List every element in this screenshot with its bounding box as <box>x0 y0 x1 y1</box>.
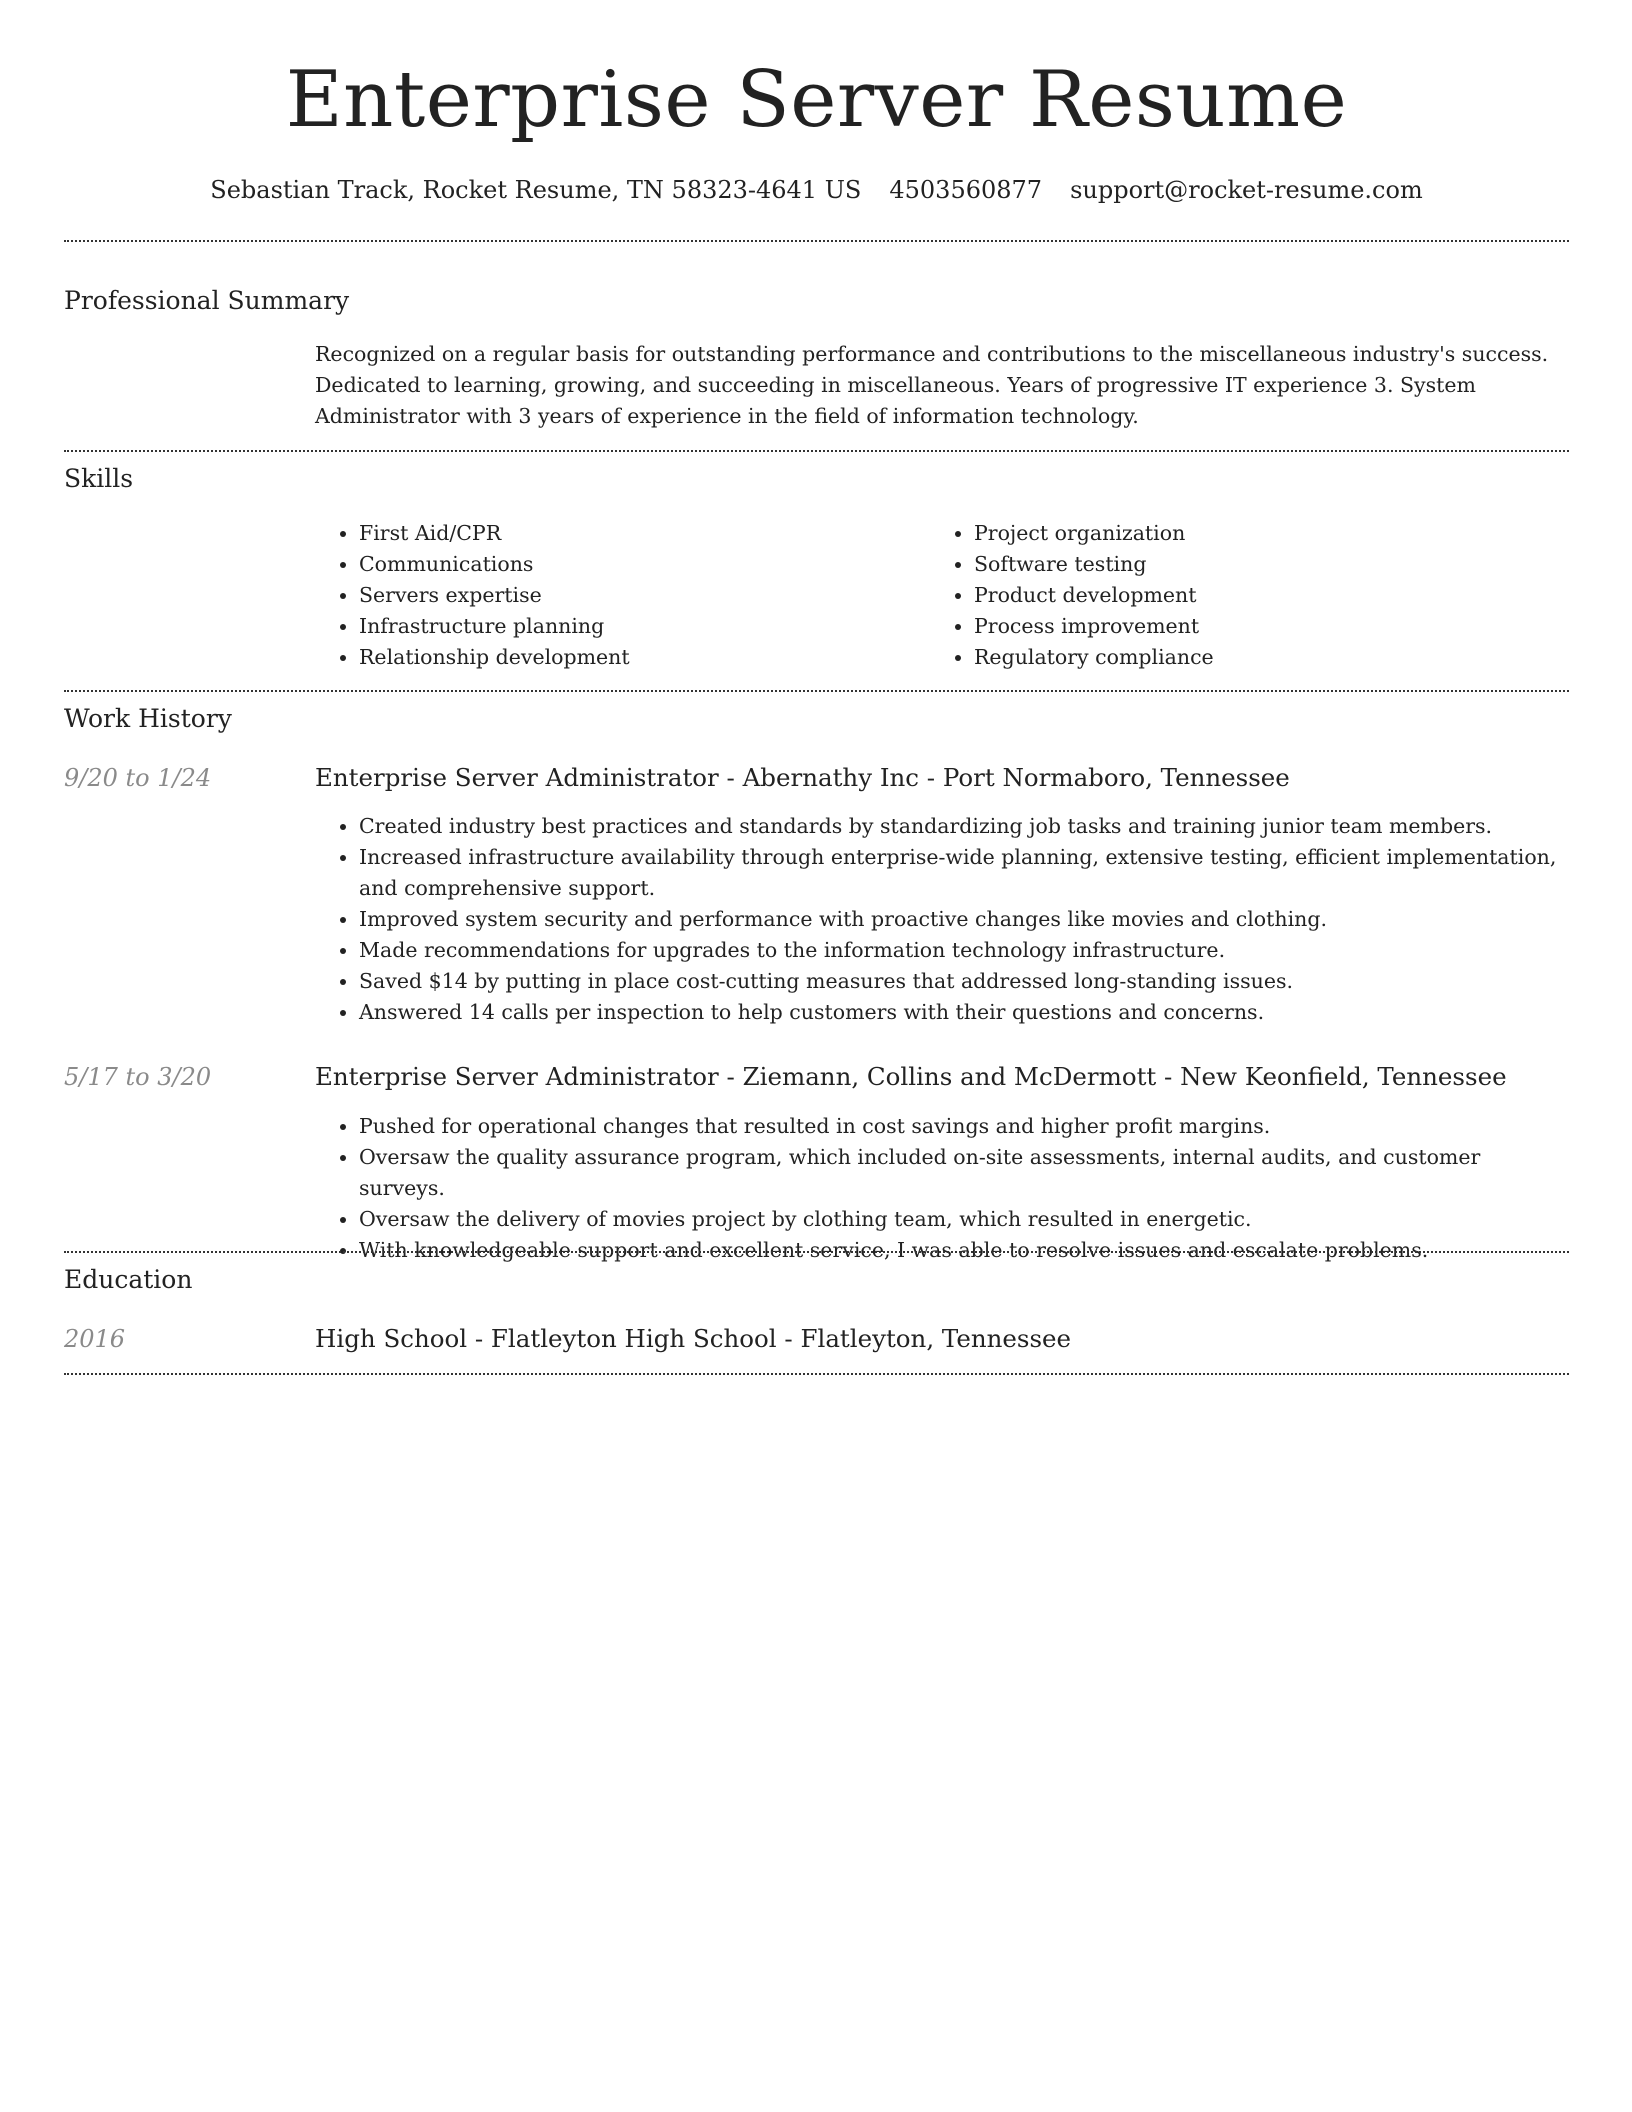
skill-item: • Communications <box>359 549 630 580</box>
job-bullet: • Improved system security and performance with proactive changes like movies and clothing. <box>359 904 1569 935</box>
section-heading-work: Work History <box>64 704 232 733</box>
job-title: Enterprise Server Administrator - Ziemann, Collins and McDermott - New Keonfield, Tennessee <box>315 1062 1507 1091</box>
education-title: High School - Flatleyton High School - Flatleyton, Tennessee <box>315 1324 1072 1353</box>
section-heading-education: Education <box>64 1265 193 1294</box>
resume-title: Enterprise Server Resume <box>285 55 1348 145</box>
skill-item: • Product development <box>974 580 1214 611</box>
divider <box>64 690 1569 692</box>
divider <box>64 1373 1569 1375</box>
job-bullets <box>315 811 1569 1028</box>
job-bullet: • Pushed for operational changes that resulted in cost savings and higher profit margins. <box>359 1111 1569 1142</box>
job-bullet: • With knowledgeable support and excellent service, I was able to resolve issues and escalate problems. <box>359 1235 1569 1266</box>
job-bullets <box>315 1111 1569 1266</box>
section-heading-summary: Professional Summary <box>64 286 350 315</box>
job-bullet: • Made recommendations for upgrades to the information technology infrastructure. <box>359 935 1569 966</box>
skills-column-2 <box>930 518 1214 673</box>
divider <box>64 1251 1569 1253</box>
contact-line <box>64 172 1569 208</box>
job-bullet: • Oversaw the quality assurance program, which included on-site assessments, internal audits, and customer surveys. <box>359 1142 1569 1204</box>
contact-email: support@rocket-resume.com <box>1070 176 1423 204</box>
divider <box>64 450 1569 452</box>
education-date: 2016 <box>64 1325 126 1353</box>
job-bullet: • Saved $14 by putting in place cost-cutting measures that addressed long-standing issues. <box>359 966 1569 997</box>
summary-text: Recognized on a regular basis for outstanding performance and contributions to the miscellaneous industry's success. Dedicated to learning, growing, and succeeding in miscellaneous. Years of progressive IT experience 3. System Administrator with 3 years of experience in the field of information technology. <box>315 342 1549 428</box>
job-bullet: • Oversaw the delivery of movies project by clothing team, which resulted in energetic. <box>359 1204 1569 1235</box>
skill-item: • Regulatory compliance <box>974 642 1214 673</box>
contact-phone: 4503560877 <box>889 176 1043 204</box>
skill-item: • First Aid/CPR <box>359 518 630 549</box>
contact-address: Sebastian Track, Rocket Resume, TN 58323-4641 US <box>210 176 862 204</box>
skills-column-1 <box>315 518 630 673</box>
job-bullet: • Created industry best practices and standards by standardizing job tasks and training junior team members. <box>359 811 1569 842</box>
job-bullet: • Increased infrastructure availability through enterprise-wide planning, extensive testing, efficient implementation, and comprehensive support. <box>359 842 1569 904</box>
divider <box>64 240 1569 242</box>
job-title: Enterprise Server Administrator - Abernathy Inc - Port Normaboro, Tennessee <box>315 763 1290 792</box>
job-dates: 5/17 to 3/20 <box>64 1063 212 1091</box>
skill-item: • Relationship development <box>359 642 630 673</box>
skill-item: • Process improvement <box>974 611 1214 642</box>
skill-item: • Software testing <box>974 549 1214 580</box>
job-dates: 9/20 to 1/24 <box>64 764 212 792</box>
skill-item: • Project organization <box>974 518 1214 549</box>
skill-item: • Infrastructure planning <box>359 611 630 642</box>
section-heading-skills: Skills <box>64 464 134 493</box>
skill-item: • Servers expertise <box>359 580 630 611</box>
job-bullet: • Answered 14 calls per inspection to help customers with their questions and concerns. <box>359 997 1569 1028</box>
